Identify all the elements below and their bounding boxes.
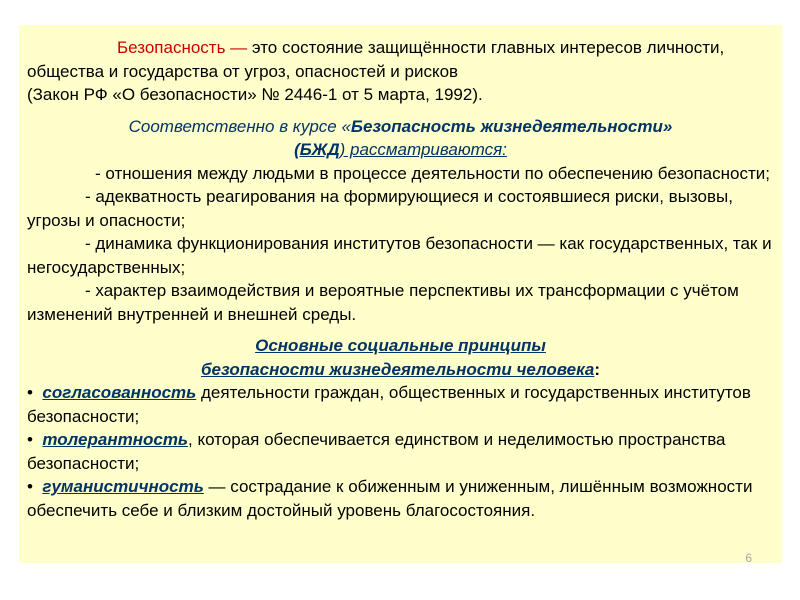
principle-item — [27, 428, 774, 475]
principle-term: согласованность — [42, 383, 197, 402]
principles-heading-line2: безопасности жизнедеятельности человека — [200, 359, 595, 379]
principle-text: — сострадание к обиженным и униженным, лишённым возможности обеспечить себе и близким достойный уровень благосостояния. — [27, 477, 753, 520]
list-item: - характер взаимодействия и вероятные перспективы их трансформации с учётом изменений внутренней и внешней среды. — [27, 281, 739, 324]
definition-paragraph — [27, 36, 774, 107]
course-name: Безопасность жизнедеятельности» — [350, 116, 673, 136]
definition-text: это состояние защищённости главных интересов личности, общества и государства от угроз, опасностей и рисков — [27, 38, 725, 81]
course-intro — [27, 115, 774, 162]
bullet-icon: • — [27, 383, 33, 402]
page-number: 6 — [745, 551, 752, 565]
list-item: - динамика функционирования институтов безопасности — как государственных, так и негосударственных; — [27, 234, 772, 277]
principles-heading-line1: Основные социальные принципы — [255, 336, 546, 355]
list-item: - адекватность реагирования на формирующиеся и состоявшиеся риски, вызовы, угрозы и опасности; — [27, 187, 733, 230]
principle-term: толерантность — [42, 430, 189, 449]
principles-heading — [27, 334, 774, 381]
principle-item — [27, 475, 774, 522]
bullet-icon: • — [27, 477, 33, 496]
course-lead: Соответственно в курсе « — [128, 116, 351, 136]
bullet-icon: • — [27, 430, 33, 449]
content-panel — [19, 25, 782, 563]
course-abbr: (БЖД — [294, 140, 340, 159]
list-item: - отношения между людьми в процессе деятельности по обеспечению безопасности; — [95, 163, 770, 183]
course-tail: ) рассматриваются: — [339, 140, 507, 159]
definition-term: Безопасность — — [117, 38, 248, 57]
principle-text: , которая обеспечивается единством и неделимостью пространства безопасности; — [27, 430, 726, 473]
principle-term: гуманистичность — [42, 477, 204, 496]
principle-text: деятельности граждан, общественных и государственных институтов безопасности; — [27, 383, 751, 426]
principle-item — [27, 381, 774, 428]
law-reference: (Закон РФ «О безопасности» № 2446-1 от 5 марта, 1992). — [27, 85, 483, 104]
principles-heading-colon: : — [594, 359, 601, 379]
